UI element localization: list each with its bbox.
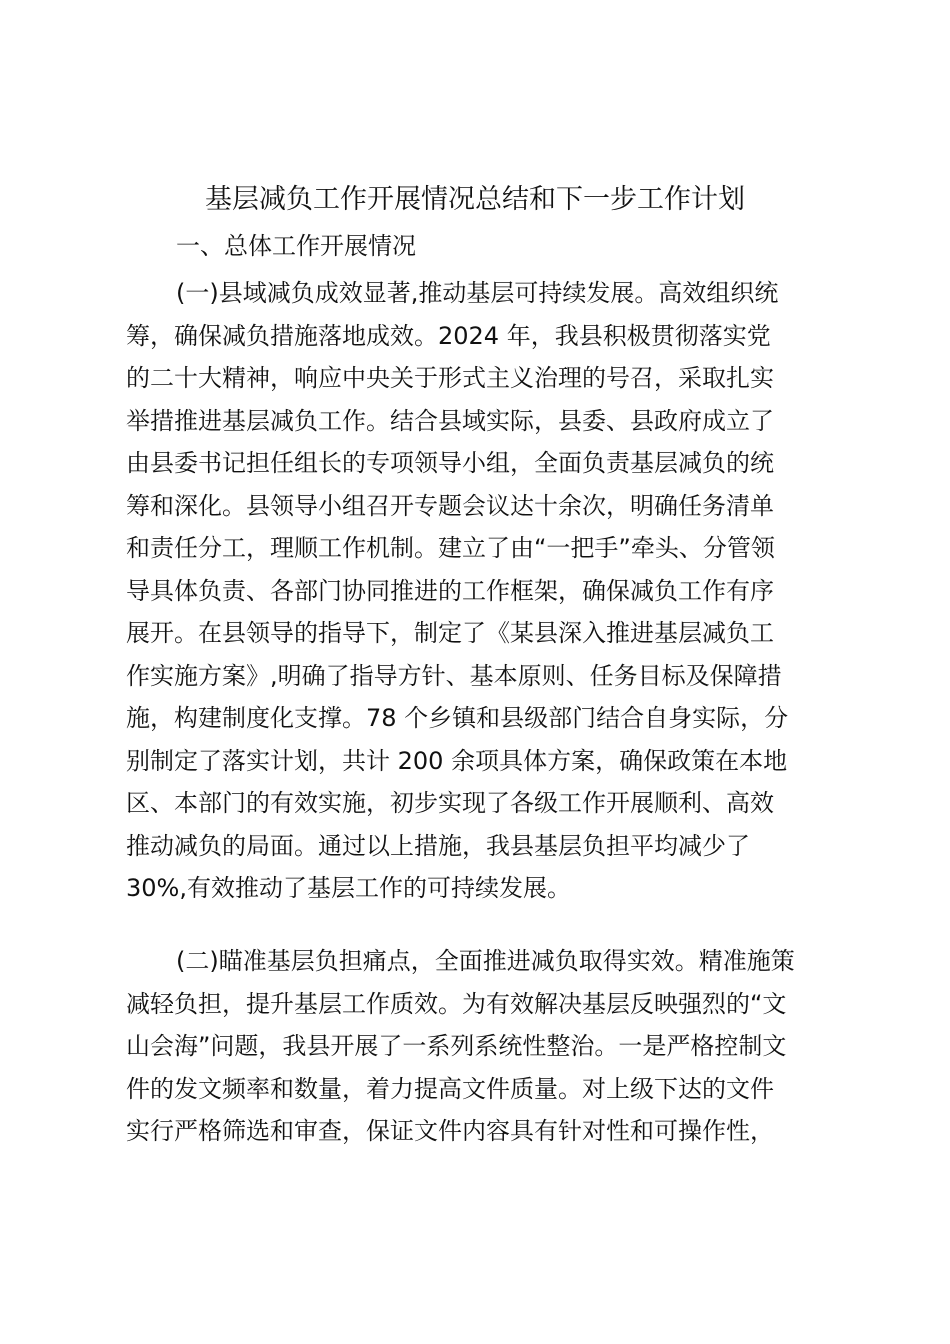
paragraph-line: 减轻负担，提升基层工作质效。为有效解决基层反映强烈的“文 [126,989,787,1018]
paragraph-line: 山会海”问题，我县开展了一系列系统性整治。一是严格控制文 [126,1032,787,1060]
paragraph-line: 30%,有效推动了基层工作的可持续发展。 [126,874,571,902]
paragraph-line: (一)县域减负成效显著,推动基层可持续发展。高效组织统 [176,279,779,307]
paragraph-line: 区、本部门的有效实施，初步实现了各级工作开展顺利、高效 [126,789,774,817]
paragraph-line: 展开。在县领导的指导下，制定了《某县深入推进基层减负工 [126,619,774,647]
paragraph-line: 推动减负的局面。通过以上措施，我县基层负担平均减少了 [126,831,750,860]
paragraph-line: 的二十大精神，响应中央关于形式主义治理的号召，采取扎实 [126,364,774,392]
section-heading: 一、总体工作开展情况 [176,232,416,260]
paragraph-line: 导具体负责、各部门协同推进的工作框架，确保减负工作有序 [126,576,774,605]
paragraph-line: 作实施方案》,明确了指导方针、基本原则、任务目标及保障措 [126,661,782,690]
paragraph-line: 件的发文频率和数量，着力提高文件质量。对上级下达的文件 [126,1074,774,1103]
paragraph-line: 和责任分工，理顺工作机制。建立了由“一把手”牵头、分管领 [126,534,775,562]
paragraph-line: 筹和深化。县领导小组召开专题会议达十余次，明确任务清单 [126,491,774,520]
document-title: 基层减负工作开展情况总结和下一步工作计划 [205,184,745,215]
paragraph-line: 筹，确保减负措施落地成效。2024 年，我县积极贯彻落实党 [126,321,771,350]
paragraph-line: 实行严格筛选和审查，保证文件内容具有针对性和可操作性， [126,1117,774,1145]
paragraph-line: 施，构建制度化支撑。78 个乡镇和县级部门结合自身实际，分 [126,704,789,732]
paragraph-line: (二)瞄准基层负担痛点，全面推进减负取得实效。精准施策 [176,947,795,975]
paragraph-1 [126,272,836,910]
paragraph-2 [126,940,836,1153]
paragraph-line: 举措推进基层减负工作。结合县域实际，县委、县政府成立了 [126,406,774,435]
paragraph-line: 由县委书记担任组长的专项领导小组，全面负责基层减负的统 [126,449,774,477]
paragraph-line: 别制定了落实计划，共计 200 余项具体方案，确保政策在本地 [126,746,788,775]
